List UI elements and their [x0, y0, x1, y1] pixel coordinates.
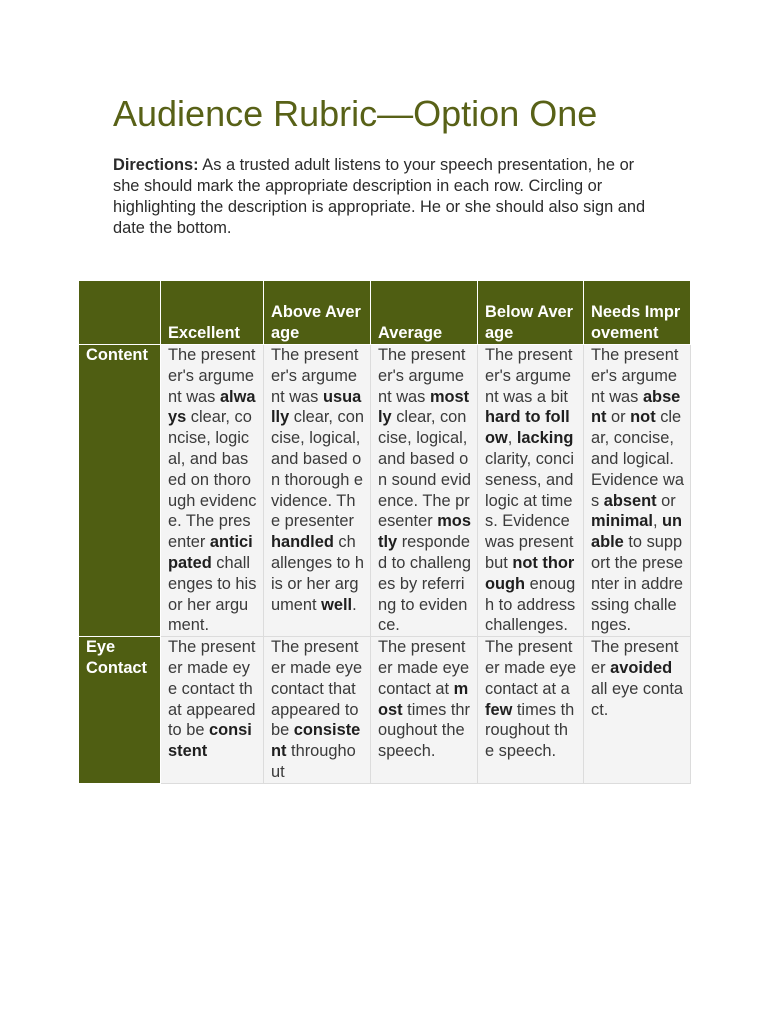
- header-blank: [79, 281, 161, 345]
- cell-text: The presenter's argument was: [378, 346, 466, 406]
- cell-text: The presenter's argument was: [591, 346, 679, 406]
- emphasis-text: absent: [591, 387, 681, 427]
- cell-text: clear, concise, logical, and based on thorough evidence. The presenter: [271, 408, 364, 531]
- cell-text: clear, concise, logical, and based on thorough evidence. The presenter: [168, 408, 257, 552]
- emphasis-text: hard to follow: [485, 408, 570, 448]
- cell-text: times throughout the speech.: [485, 700, 575, 761]
- emphasis-text: mostly: [378, 512, 471, 552]
- emphasis-text: most: [378, 679, 469, 719]
- directions-text: As a trusted adult listens to your speech presentation, he or she should mark the appropriate description in each row. Circling or highlighting the description is appropriate. He or she should also sign and date the bottom.: [113, 156, 646, 237]
- emphasis-text: minimal: [591, 512, 653, 531]
- directions-paragraph: [113, 155, 658, 239]
- emphasis-text: avoided: [610, 658, 673, 677]
- rubric-row-content: [79, 345, 691, 637]
- cell-text: clear, concise, and logical. Evidence was: [591, 408, 684, 510]
- cell-text: times throughout the speech.: [378, 700, 470, 761]
- header-excellent: Excellent: [161, 281, 264, 345]
- row-label-eye-contact: Eye Contact: [79, 637, 161, 784]
- emphasis-text: absent: [603, 491, 657, 510]
- cell-text: ,: [507, 429, 517, 448]
- emphasis-text: consistent: [271, 721, 361, 761]
- cell-text: challenges to his or her argument.: [168, 553, 257, 635]
- page-bottom-margin: [0, 930, 768, 1024]
- row-label-content: Content: [79, 345, 161, 637]
- emphasis-text: not: [630, 408, 656, 427]
- emphasis-text: anticipated: [168, 533, 253, 572]
- emphasis-text: usually: [271, 387, 362, 427]
- cell-text: enough to address challenges.: [485, 574, 576, 635]
- emphasis-text: mostly: [378, 387, 470, 427]
- cell-text: The presenter's argument was a bit: [485, 346, 573, 406]
- cell-text: .: [352, 595, 357, 614]
- cell-text: all eye contact.: [591, 679, 684, 719]
- page-title: Audience Rubric—Option One: [113, 93, 598, 134]
- cell-text: clear, concise, logical, and based on sound evidence. The presenter: [378, 408, 471, 531]
- cell-text: The presenter's argument was: [271, 346, 359, 406]
- header-needs-improvement: Needs Improvement: [584, 281, 691, 345]
- rubric-cell: [584, 345, 691, 637]
- cell-text: ,: [652, 512, 663, 531]
- cell-text: The presenter made eye contact that appeared to be: [168, 638, 256, 740]
- cell-text: to support the presenter in addressing challenges.: [591, 533, 684, 635]
- cell-text: challenges to his or her argument: [271, 533, 364, 614]
- cell-text: The presenter made eye contact that appeared to be: [271, 638, 363, 740]
- emphasis-text: always: [168, 387, 256, 427]
- rubric-cell: [161, 637, 264, 784]
- rubric-cell: [371, 345, 478, 637]
- rubric-header-row: [79, 281, 691, 345]
- cell-text: The presenter made eye contact at a: [485, 638, 577, 698]
- cell-text: responded to challenges by referring to evidence.: [378, 533, 471, 635]
- cell-text: The presenter: [591, 638, 679, 677]
- emphasis-text: not thorough: [485, 553, 575, 593]
- emphasis-text: well: [321, 595, 353, 614]
- cell-text: or: [656, 491, 676, 510]
- cell-text: The presenter made eye contact at: [378, 638, 470, 698]
- rubric-cell: [584, 637, 691, 784]
- emphasis-text: handled: [271, 533, 334, 552]
- cell-text: throughout: [271, 742, 356, 781]
- cell-text: The presenter's argument was: [168, 346, 256, 406]
- emphasis-text: few: [485, 700, 513, 719]
- emphasis-text: unable: [591, 512, 683, 552]
- rubric-cell: [478, 637, 584, 784]
- emphasis-text: lacking: [516, 429, 574, 448]
- cell-text: or: [606, 408, 631, 427]
- rubric-cell: [161, 345, 264, 637]
- cell-text: clarity, conciseness, and logic at times. Evidence was present but: [485, 449, 574, 572]
- header-average: Average: [371, 281, 478, 345]
- emphasis-text: consistent: [168, 721, 252, 761]
- rubric-row-eye-contact: [79, 637, 691, 784]
- rubric-cell: [264, 345, 371, 637]
- rubric-table: [78, 280, 691, 784]
- rubric-cell: [264, 637, 371, 784]
- rubric-cell: [478, 345, 584, 637]
- header-above-average: Above Average: [264, 281, 371, 345]
- rubric-cell: [371, 637, 478, 784]
- header-below-average: Below Average: [478, 281, 584, 345]
- directions-label: Directions:: [113, 156, 199, 174]
